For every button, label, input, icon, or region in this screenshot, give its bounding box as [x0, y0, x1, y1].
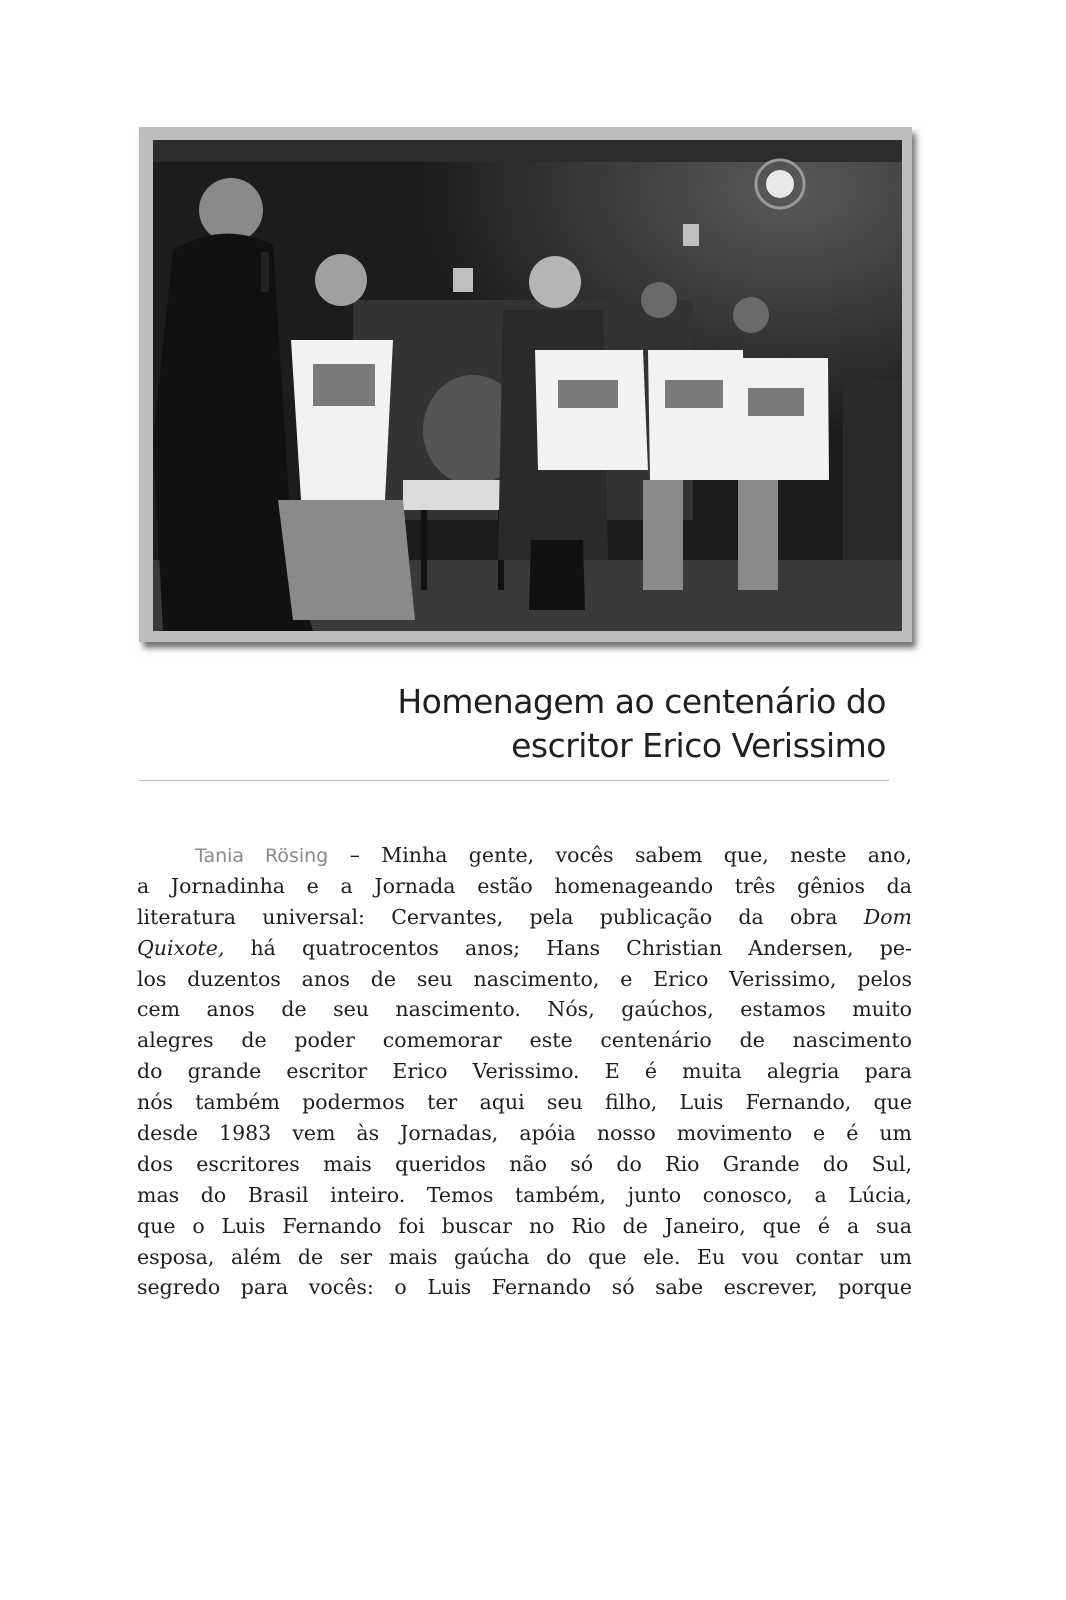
body-line — [137, 840, 912, 871]
body-line: los duzentos anos de seu nascimento, e Erico Verissimo, pelos — [137, 966, 912, 991]
book-title: Quixote, — [137, 935, 225, 960]
body-line: que o Luis Fernando foi buscar no Rio de Janeiro, que é a sua — [137, 1213, 912, 1238]
stage-photo — [153, 140, 902, 631]
speaker-dash: – — [328, 843, 382, 867]
body-line: mas do Brasil inteiro. Temos também, junto conosco, a Lúcia, — [137, 1182, 912, 1207]
body-line: desde 1983 vem às Jornadas, apóia nosso movimento e é um — [137, 1121, 912, 1146]
title-divider — [139, 780, 889, 781]
page-title — [397, 680, 886, 768]
body-line: segredo para vocês: o Luis Fernando só sabe escrever, porque — [137, 1275, 912, 1300]
photo-frame — [139, 127, 912, 642]
stage-photo-illustration — [153, 140, 902, 631]
body-line: nós também podermos ter aqui seu filho, Luis Fernando, que — [137, 1090, 912, 1115]
body-line: dos escritores mais queridos não só do Rio Grande do Sul, — [137, 1151, 912, 1176]
speaker-name: Tania Rösing — [195, 845, 329, 867]
body-line: do grande escritor Erico Verissimo. E é muita alegria para — [137, 1059, 912, 1084]
body-line: esposa, além de ser mais gaúcha do que ele. Eu vou contar um — [137, 1244, 912, 1269]
body-line — [137, 933, 912, 964]
body-line — [137, 902, 912, 933]
body-line-text: há quatrocentos anos; Hans Christian Andersen, pe- — [250, 935, 912, 960]
body-line-text: Minha gente, vocês sabem que, neste ano, — [381, 843, 912, 867]
body-line: a Jornadinha e a Jornada estão homenageando três gênios da — [137, 873, 912, 898]
title-line-2: escritor Erico Verissimo — [511, 726, 886, 765]
body-line: cem anos de seu nascimento. Nós, gaúchos, estamos muito — [137, 997, 912, 1022]
book-title: Dom — [863, 904, 912, 929]
title-line-1: Homenagem ao centenário do — [397, 682, 886, 721]
body-text — [137, 840, 912, 1303]
body-line: alegres de poder comemorar este centenário de nascimento — [137, 1028, 912, 1053]
body-line-text: literatura universal: Cervantes, pela publicação da obra — [137, 904, 838, 929]
